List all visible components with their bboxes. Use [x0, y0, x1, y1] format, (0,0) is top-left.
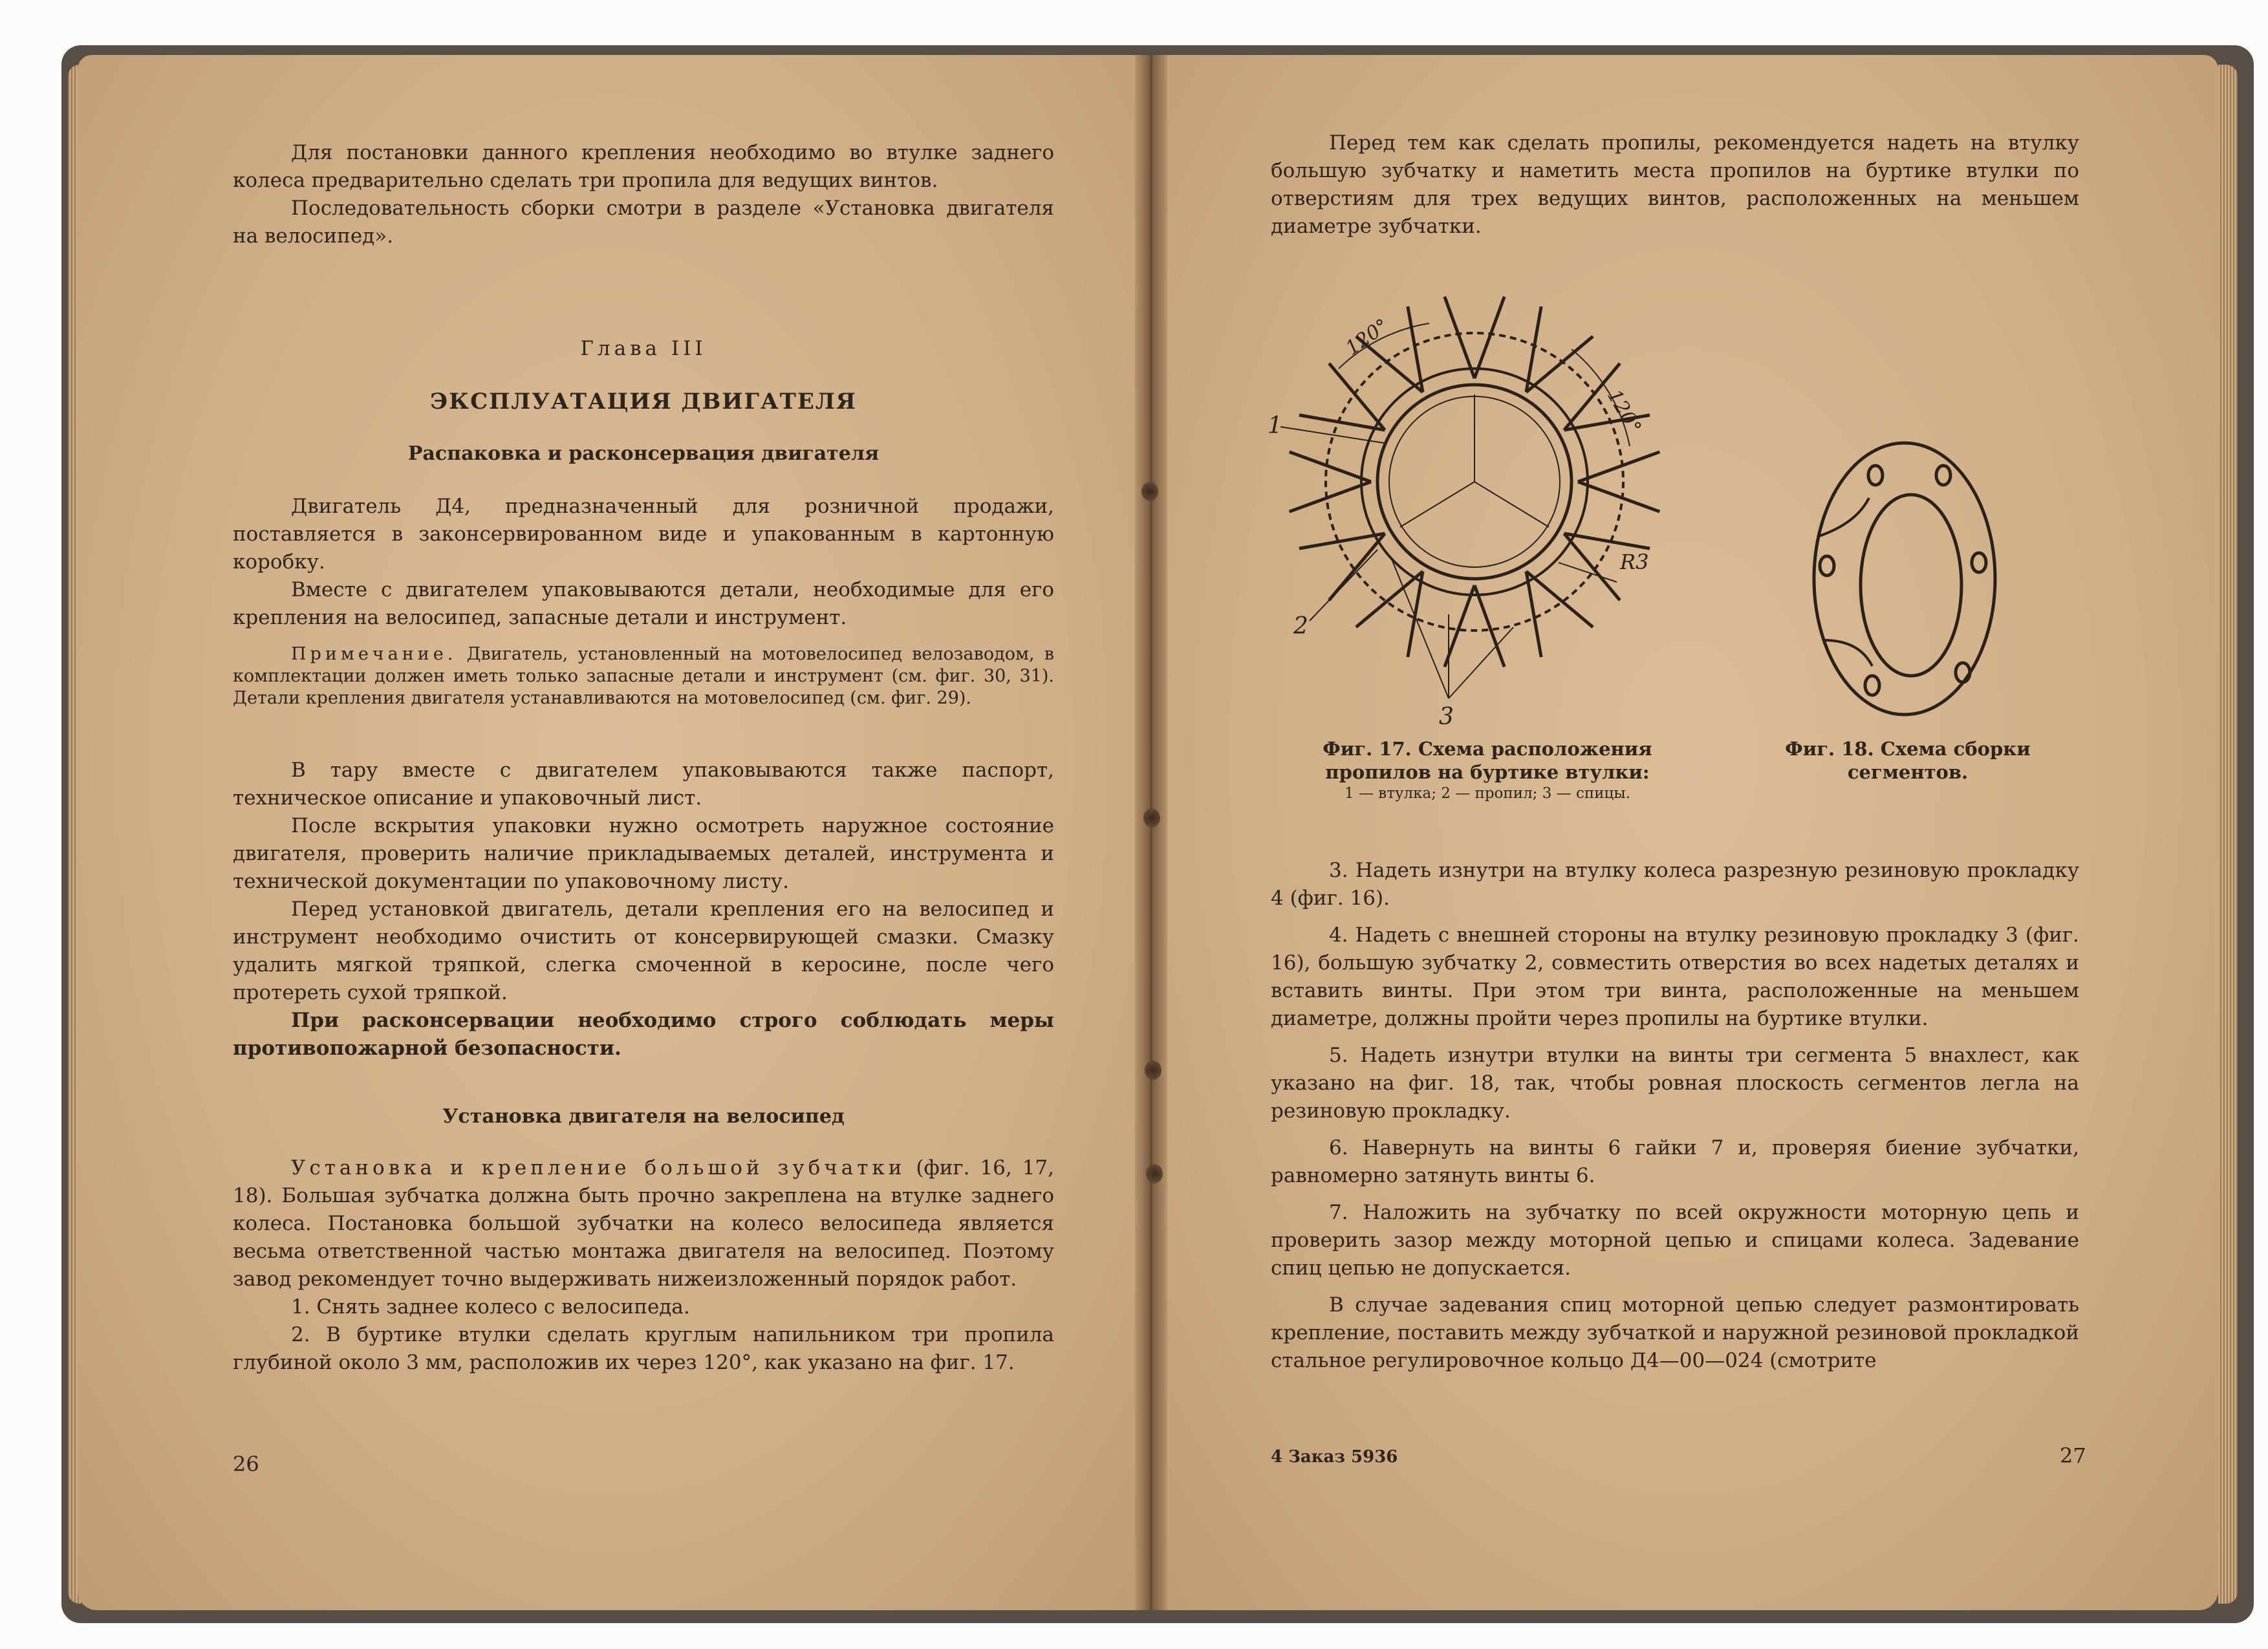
- fig17-label-1: 1: [1268, 413, 1282, 439]
- spoke-line: [1564, 534, 1650, 548]
- intro-paragraph: Последовательность сборки смотри в разделе «Установка двигателя на велосипед».: [233, 197, 1054, 248]
- section-title-unpacking: Распаковка и расконсервация двигателя: [407, 442, 880, 465]
- spoke-line: [1526, 572, 1593, 627]
- spoke-line: [1526, 572, 1541, 657]
- spoke-line: [1578, 452, 1659, 482]
- spoke-line: [1290, 482, 1371, 512]
- fig17-angle-b: 120°: [1603, 385, 1646, 438]
- book-spine: [1135, 55, 1167, 1610]
- segment-ring-inner: [1861, 495, 1961, 676]
- bolt-hole: [1865, 676, 1879, 695]
- right-intro: [1271, 129, 2079, 241]
- chapter-title: ЭКСПЛУАТАЦИЯ ДВИГАТЕЛЯ: [430, 389, 857, 415]
- fig17-caption-legend: 1 — втулка; 2 — пропил; 3 — спицы.: [1345, 785, 1630, 802]
- body-paragraph: После вскрытия упаковки нужно осмотреть наружное состояние двигателя, проверить наличие прикладываемых деталей, инструмента и технической документации по упаковочному листу.: [233, 814, 1054, 893]
- fig17-label-3: 3: [1439, 704, 1454, 730]
- spoke-line: [1329, 363, 1385, 430]
- note-label: Примечание.: [291, 644, 457, 664]
- note-text: Двигатель, установленный на мотовелосипед велозаводом, в комплектации должен иметь только запасные детали и инструмент (см. фиг. 30, 31). Детали крепления двигателя устанавливаются на мотовелосипед (см. фиг. 29).: [233, 644, 1054, 708]
- body-paragraph: В тару вместе с двигателем упаковываются также паспорт, техническое описание и упаковочный лист.: [233, 759, 1054, 810]
- spoke-line: [1299, 534, 1385, 548]
- page-number-left: 26: [233, 1452, 259, 1476]
- body-paragraph: Перед установкой двигатель, детали крепления его на велосипед и инструмент необходимо очистить от консервирующей смазки. Смазку удалить мягкой тряпкой, слегка смоченной в керосине, после чего протереть сухой тряпкой.: [233, 898, 1054, 1004]
- spoke-line: [1526, 307, 1541, 392]
- body-paragraph: Вместе с двигателем упаковываются детали, необходимые для его крепления на велосипед, запасные детали и инструмент.: [233, 578, 1054, 629]
- spoke-line: [1290, 452, 1371, 482]
- bolt-hole: [1820, 556, 1834, 576]
- binding-hole: [1145, 1061, 1161, 1080]
- right-steps: [1271, 857, 2079, 1375]
- fig17-angle-a: 120°: [1341, 314, 1393, 360]
- body-paragraph: В случае задевания спиц моторной цепью следует размонтировать крепление, поставить между зубчаткой и наружной резиновой прокладкой стальное регулировочное кольцо Д4—00—024 (смотрите: [1271, 1293, 2079, 1372]
- spoke-line: [1299, 415, 1385, 430]
- chapter-label: Глава III: [580, 337, 707, 360]
- step-item: 7. Наложить на зубчатку по всей окружности моторную цепь и проверить зазор между моторной цепью и спицами колеса. Задевание спиц цепью не допускается.: [1271, 1201, 2079, 1280]
- spoke-line: [1526, 336, 1593, 392]
- center-line: [1400, 482, 1474, 527]
- step-item: 1. Снять заднее колесо с велосипеда.: [291, 1295, 690, 1319]
- binding-hole: [1146, 1164, 1163, 1183]
- body-paragraph: Перед тем как сделать пропилы, рекомендуется надеть на втулку большую зубчатку и наметить места пропилов на буртике втулки по отверстиям для трех ведущих винтов, расположенных на меньшем диаметре зубчатки.: [1271, 131, 2079, 238]
- spoke-line: [1474, 297, 1504, 378]
- spoke-line: [1578, 482, 1659, 512]
- unpacking-text-continued: [233, 757, 1054, 1062]
- intro-paragraph: Для постановки данного крепления необходимо во втулке заднего колеса предварительно сделать три пропила для ведущих винтов.: [233, 141, 1054, 192]
- print-order-footer: 4 Заказ 5936: [1271, 1447, 1398, 1467]
- fig17-radius-label: R3: [1620, 550, 1649, 574]
- installation-text: [233, 1154, 1054, 1377]
- step-item: 3. Надеть изнутри на втулку колеса разрезную резиновую прокладку 4 (фиг. 16).: [1271, 859, 2079, 910]
- spoke-line: [1408, 307, 1423, 392]
- binding-hole: [1143, 808, 1160, 828]
- segment-joint: [1824, 640, 1872, 666]
- leader-line: [1559, 563, 1617, 582]
- fig17-label-2: 2: [1293, 613, 1308, 640]
- figure-17-caption: [1293, 737, 1681, 803]
- safety-paragraph: При расконсервации необходимо строго соблюдать меры противопожарной безопасности.: [233, 1009, 1054, 1060]
- section-title-installation: Установка двигателя на велосипед: [442, 1105, 845, 1128]
- spoke-line: [1445, 297, 1474, 378]
- bolt-hole: [1868, 466, 1883, 485]
- binding-hole: [1141, 482, 1158, 501]
- body-text: (фиг. 16, 17, 18). Большая зубчатка должна быть прочно закреплена на втулке заднего колеса. Постановка большой зубчатки на колесо велосипеда является весьма ответственной частью монтажа двигателя на велосипед. Поэтому завод рекомендует точно выдерживать нижеизложенный порядок работ.: [233, 1156, 1054, 1291]
- spaced-heading: Установка и крепление большой зубчатки: [291, 1156, 906, 1180]
- bolt-hole: [1936, 466, 1950, 485]
- bolt-hole: [1972, 553, 1986, 572]
- spoke-line: [1329, 534, 1385, 600]
- figure-18-drawing: [1798, 427, 2005, 737]
- fig17-caption-text: Фиг. 17. Схема расположения пропилов на буртике втулки:: [1323, 738, 1652, 783]
- step-item: 2. В буртике втулки сделать круглым напильником три пропила глубиной около 3 мм, расположив их через 120°, как указано на фиг. 17.: [233, 1323, 1054, 1374]
- unpacking-text: [233, 493, 1054, 632]
- note-block: [233, 643, 1054, 709]
- bolt-hole: [1956, 663, 1970, 682]
- page-edges-right: [2218, 65, 2238, 1604]
- step-item: 4. Надеть с внешней стороны на втулку резиновую прокладку 3 (фиг. 16), большую зубчатку 2, совместить отверстия во всех надетых деталях и вставить винты. При этом три винта, расположенные на меньшем диаметре, должны пройти через пропилы на буртике втулки.: [1271, 923, 2079, 1030]
- spoke-line: [1474, 585, 1504, 667]
- figure-18-caption: Фиг. 18. Схема сборки сегментов.: [1785, 738, 2031, 783]
- left-intro: [233, 139, 1054, 250]
- step-item: 5. Надеть изнутри втулки на винты три сегмента 5 внахлест, как указано на фиг. 18, так, чтобы ровная плоскость сегментов легла на резиновую прокладку.: [1271, 1044, 2079, 1123]
- page-number-right: 27: [2060, 1443, 2086, 1468]
- step-item: 6. Навернуть на винты 6 гайки 7 и, проверяя биение зубчатки, равномерно затянуть винты 6.: [1271, 1136, 2079, 1187]
- spoke-line: [1356, 572, 1423, 627]
- body-paragraph: [233, 1154, 1054, 1293]
- center-line: [1474, 482, 1549, 527]
- body-paragraph: Двигатель Д4, предназначенный для розничной продажи, поставляется в законсервированном виде и упакованным в картонную коробку.: [233, 495, 1054, 574]
- spoke-line: [1408, 572, 1423, 657]
- figure-17-drawing: [1255, 278, 1720, 731]
